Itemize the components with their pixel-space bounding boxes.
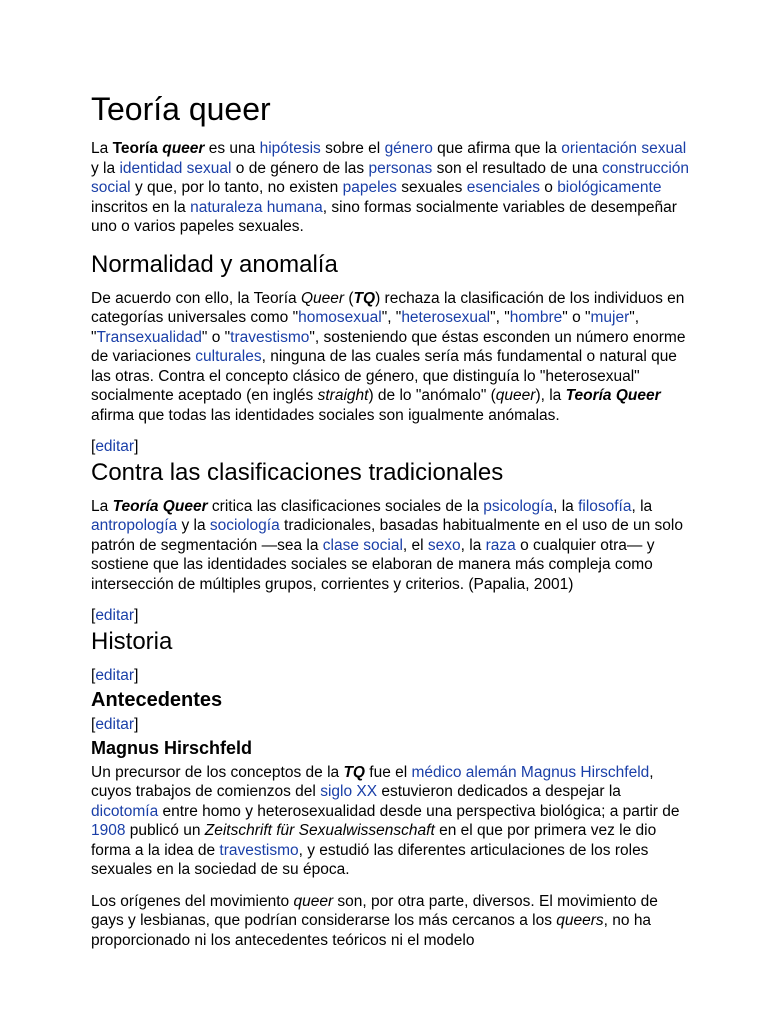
- text: , la: [553, 497, 579, 515]
- text: son el resultado de una: [432, 159, 603, 177]
- link-sexo[interactable]: sexo: [427, 536, 461, 554]
- link-papeles[interactable]: papeles: [342, 179, 397, 196]
- text: y que, por lo tanto, no existen: [130, 179, 343, 196]
- text: publicó un: [125, 822, 205, 839]
- link-antropologia[interactable]: antropología: [91, 517, 178, 534]
- italic-text: Queer: [300, 289, 345, 307]
- text: ", ": [490, 309, 510, 326]
- page-title: Teoría queer: [91, 91, 271, 127]
- text: y la: [177, 517, 210, 534]
- edit-section-link: [editar]: [91, 666, 139, 684]
- edit-link[interactable]: editar: [95, 716, 135, 733]
- link-sociologia[interactable]: sociología: [209, 517, 280, 534]
- text: entre homo y heterosexualidad desde una perspectiva biológica; a partir de: [158, 802, 680, 820]
- link-transexualidad[interactable]: Transexualidad: [96, 328, 202, 346]
- bold-italic-text: TQ: [343, 763, 365, 781]
- text: o: [539, 179, 558, 196]
- text: De acuerdo con ello, la Teoría: [91, 289, 301, 307]
- final-paragraph: [91, 892, 691, 951]
- heading-historia: Historia: [91, 627, 173, 655]
- text: ", sosteniendo que éstas esconden un número enorme de variaciones: [91, 328, 686, 365]
- text: , la: [631, 497, 653, 515]
- text: Los orígenes del movimiento: [91, 892, 294, 910]
- text: La: [91, 140, 113, 157]
- text: , no ha proporcionado ni los antecedentes teóricos ni el modelo: [91, 912, 652, 949]
- link-homosexual[interactable]: homosexual: [298, 309, 382, 326]
- text: , cuyos trabajos de comienzos del: [91, 763, 654, 800]
- text: , ninguna de las cuales sería más fundamental o natural que las otras. Contra el concepto clásico de género, que distinguía lo "heterosexual" socialmente aceptado (en inglés: [91, 348, 677, 404]
- text: critica las clasificaciones sociales de la: [207, 497, 484, 515]
- text: , y estudió las diferentes articulaciones de los roles sexuales en la sociedad de su época.: [91, 841, 649, 878]
- article-content: [91, 84, 691, 962]
- link-1908[interactable]: 1908: [91, 822, 126, 839]
- edit-section-link: [editar]: [91, 438, 139, 455]
- text: ", ": [381, 309, 402, 326]
- text: sobre el: [320, 140, 385, 157]
- text: ", ": [91, 309, 640, 346]
- bold-text: Teoría: [112, 140, 163, 157]
- magnus-paragraph: [91, 763, 691, 880]
- intro-paragraph: [91, 139, 691, 237]
- link-biologicamente[interactable]: biológicamente: [557, 179, 662, 196]
- text: o cualquier otra— y sostiene que las identidades sociales se elaboran de manera más compleja como intersección de múltiples grupos, corrientes y criterios. (Papalia, 2001): [91, 536, 655, 593]
- link-mujer[interactable]: mujer: [590, 309, 630, 326]
- text: " o ": [562, 309, 591, 326]
- text: (: [344, 289, 354, 307]
- text: tradicionales, basadas habitualmente en el uso de un solo patrón de segmentación —sea la: [91, 517, 683, 554]
- edit-link[interactable]: editar: [95, 666, 135, 684]
- text: y la: [91, 159, 120, 177]
- italic-text: Zeitschrift für Sexualwissenschaft: [204, 822, 435, 839]
- heading-magnus-hirschfeld: Magnus Hirschfeld: [91, 737, 253, 758]
- heading-normalidad: Normalidad y anomalía: [91, 250, 338, 278]
- text: ), la: [535, 387, 566, 404]
- link-identidad-sexual[interactable]: identidad sexual: [119, 159, 232, 177]
- text: es una: [204, 140, 260, 157]
- link-construccion-social[interactable]: construcción social: [91, 159, 690, 196]
- text: , la: [460, 536, 486, 554]
- text: o de género de las: [231, 159, 369, 177]
- link-siglo-xx[interactable]: siglo XX: [320, 783, 378, 800]
- text: son, por otra parte, diversos. El movimiento de gays y lesbianas, que podrían considerarse los más cercanos a los: [91, 892, 658, 929]
- link-travestismo-2[interactable]: travestismo: [219, 841, 299, 859]
- link-genero[interactable]: género: [384, 140, 433, 157]
- link-clase-social[interactable]: clase social: [322, 536, 403, 554]
- link-personas[interactable]: personas: [368, 159, 433, 177]
- italic-text: queer: [495, 387, 536, 404]
- text: sexuales: [396, 179, 467, 196]
- text: afirma que todas las identidades sociales son igualmente anómalas.: [91, 406, 560, 424]
- link-travestismo[interactable]: travestismo: [230, 328, 310, 346]
- bold-italic-text: Teoría Queer: [565, 387, 661, 404]
- italic-text: queers: [556, 912, 604, 929]
- bold-italic-text: TQ: [353, 289, 376, 307]
- link-culturales[interactable]: culturales: [195, 348, 262, 365]
- text: estuvieron dedicados a despejar la: [377, 783, 621, 800]
- heading-contra: Contra las clasificaciones tradicionales: [91, 458, 504, 486]
- text: ) de lo "anómalo" (: [368, 387, 496, 404]
- link-hipotesis[interactable]: hipótesis: [259, 140, 321, 157]
- edit-section-link: [editar]: [91, 716, 139, 733]
- bold-italic-text: Teoría Queer: [112, 497, 208, 515]
- link-dicotomia[interactable]: dicotomía: [91, 802, 159, 820]
- text: que afirma que la: [432, 140, 562, 157]
- link-hombre[interactable]: hombre: [509, 309, 563, 326]
- link-filosofia[interactable]: filosofía: [578, 497, 632, 515]
- text: inscritos en la: [91, 198, 191, 216]
- text: , el: [402, 536, 428, 554]
- text: ) rechaza la clasificación de los individuos en categorías universales como ": [91, 289, 685, 326]
- bold-italic-text: queer: [162, 140, 205, 157]
- edit-link[interactable]: editar: [95, 438, 135, 455]
- text: " o ": [201, 328, 231, 346]
- link-heterosexual[interactable]: heterosexual: [401, 309, 491, 326]
- contra-paragraph: [91, 497, 691, 595]
- edit-section-link: [editar]: [91, 607, 139, 624]
- heading-antecedentes: Antecedentes: [91, 689, 223, 711]
- link-raza[interactable]: raza: [485, 536, 516, 554]
- text: Un precursor de los conceptos de la: [91, 763, 344, 781]
- text: fue el: [364, 763, 412, 781]
- text: La: [91, 497, 113, 515]
- link-orientacion-sexual[interactable]: orientación sexual: [561, 140, 687, 157]
- link-naturaleza-humana[interactable]: naturaleza humana: [190, 198, 323, 216]
- link-psicologia[interactable]: psicología: [483, 497, 554, 515]
- italic-text: queer: [293, 892, 334, 910]
- link-medico-aleman[interactable]: médico alemán Magnus Hirschfeld: [411, 763, 650, 781]
- text: en el que por primera vez le dio forma a la idea de: [91, 822, 657, 859]
- italic-text: straight: [317, 387, 369, 404]
- normalidad-paragraph: [91, 289, 691, 426]
- link-esenciales[interactable]: esenciales: [466, 179, 540, 196]
- text: , sino formas socialmente variables de desempeñar uno o varios papeles sexuales.: [91, 198, 677, 235]
- edit-link[interactable]: editar: [95, 607, 135, 624]
